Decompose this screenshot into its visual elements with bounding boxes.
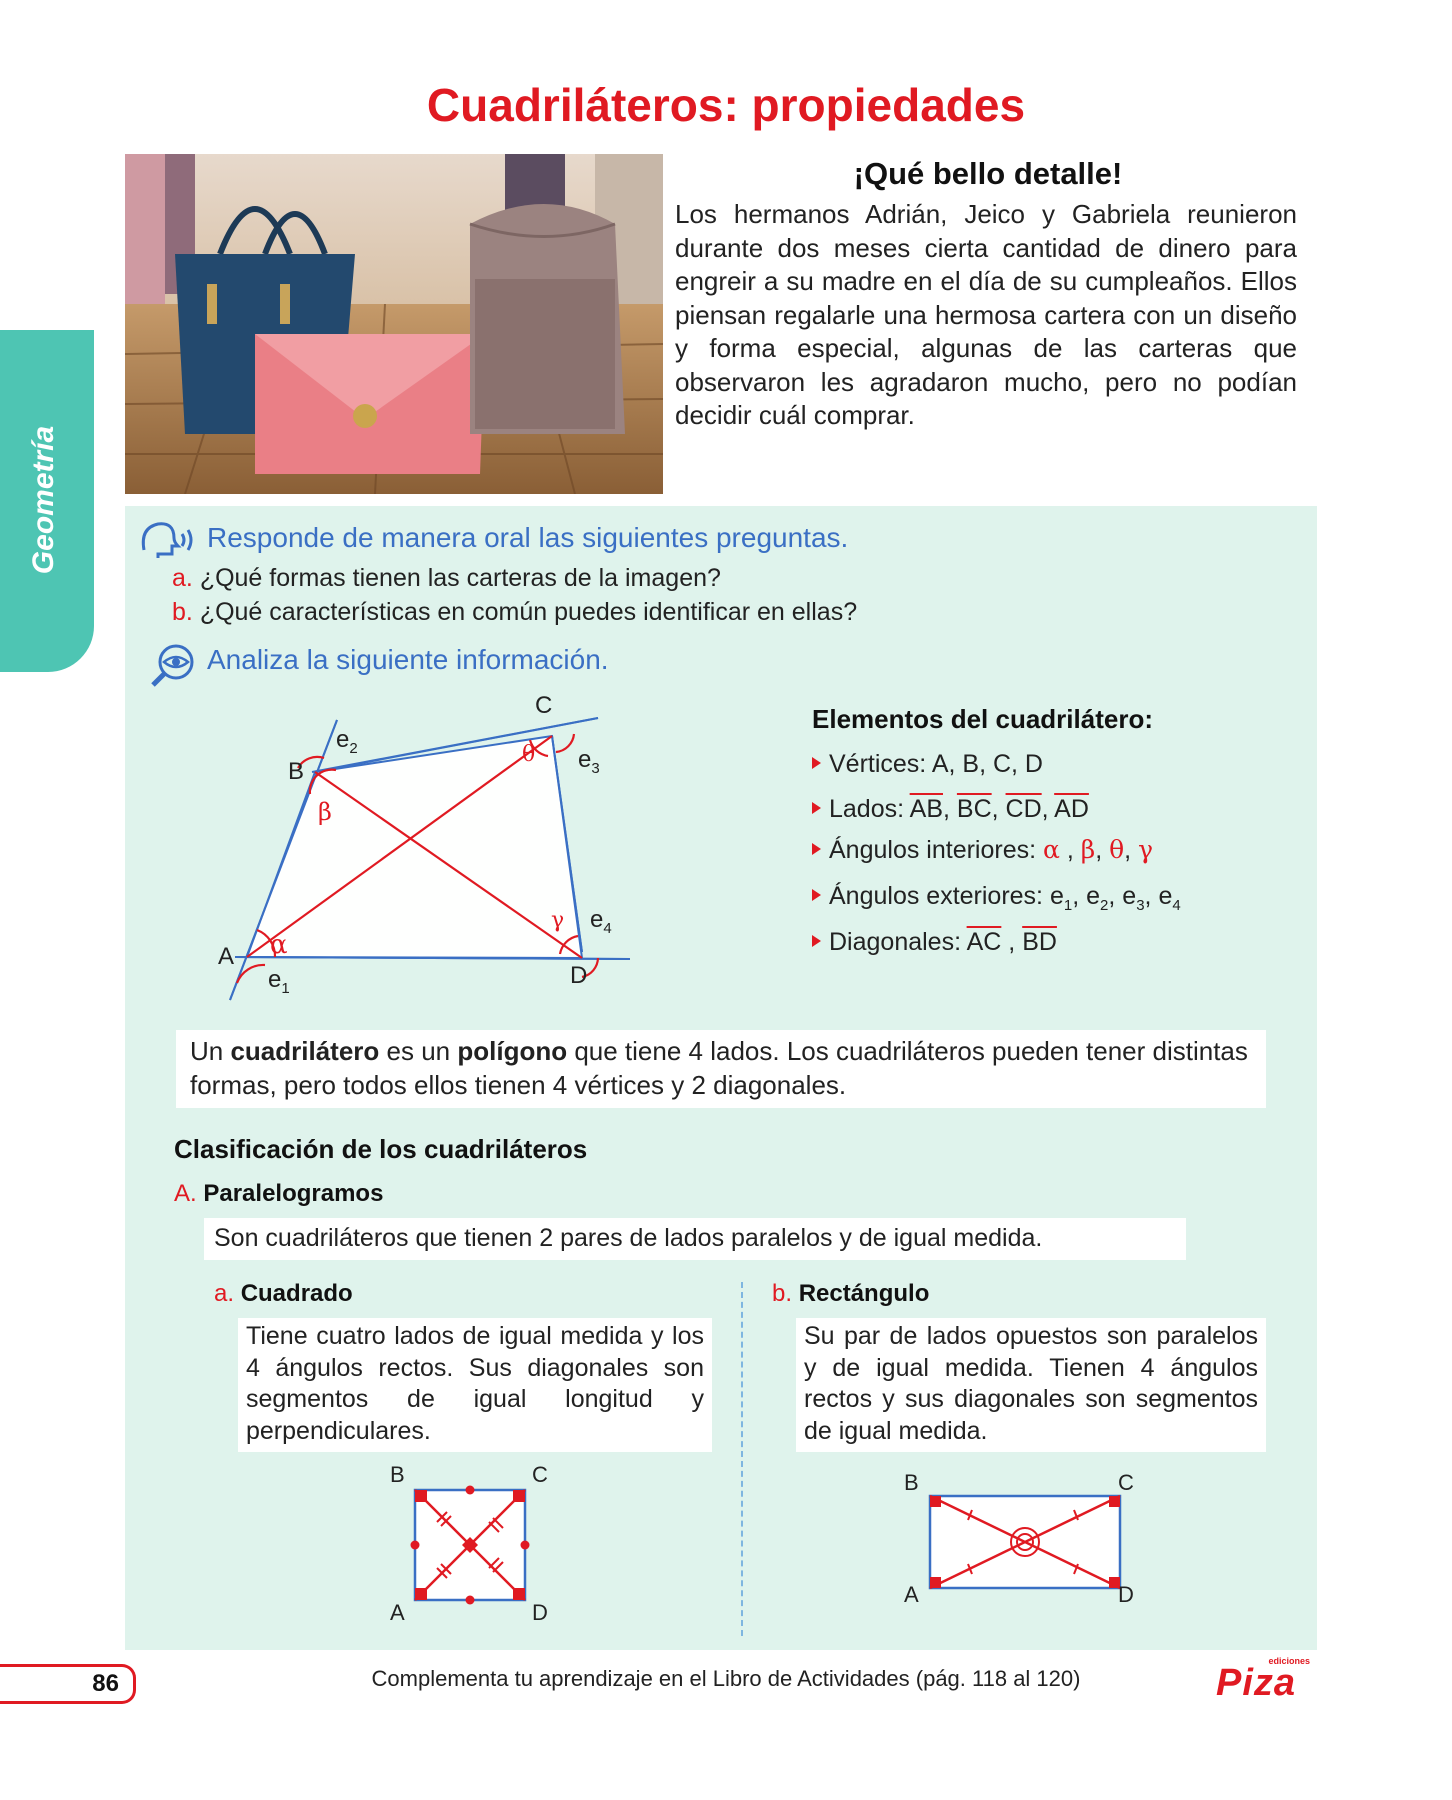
vertex-label-d: D bbox=[570, 962, 588, 989]
elements-title: Elementos del cuadrilátero: bbox=[812, 704, 1153, 734]
page-number: 86 bbox=[0, 1664, 136, 1704]
bullet-arrow-icon bbox=[812, 802, 821, 814]
elements-vertices: Vértices: A, B, C, D bbox=[812, 750, 1043, 779]
analyze-heading: Analiza la siguiente información. bbox=[207, 644, 609, 675]
column-divider bbox=[741, 1282, 743, 1636]
square-figure bbox=[405, 1480, 535, 1610]
magnifier-eye-icon bbox=[150, 642, 196, 688]
publisher-logo bbox=[1216, 1656, 1316, 1702]
question-text: ¿Qué formas tienen las carteras de la imagen? bbox=[199, 564, 721, 592]
footer-note: Complementa tu aprendizaje en el Libro de Actividades (pág. 118 al 120) bbox=[371, 1666, 1081, 1691]
elements-interior: Ángulos interiores: α , β, θ, γ bbox=[812, 835, 1153, 865]
parallelograms-definition: Son cuadriláteros que tienen 2 pares de lados paralelos y de igual medida. bbox=[204, 1218, 1186, 1260]
rectangle-title: b. Rectángulo bbox=[772, 1280, 930, 1307]
classification-title: Clasificación de los cuadriláteros bbox=[174, 1134, 588, 1164]
square-description: Tiene cuatro lados de igual medida y los 4 ángulos rectos. Sus diagonales son segmentos de igual longitud y perpendiculares. bbox=[238, 1318, 712, 1452]
angle-gamma: γ bbox=[551, 908, 565, 933]
story-title: ¡Qué bello detalle! bbox=[853, 156, 1123, 191]
square-title: a. Cuadrado bbox=[214, 1280, 353, 1307]
speaking-icon bbox=[138, 520, 200, 560]
story-body: Los hermanos Adrián, Jeico y Gabriela reunieron durante dos meses cierta cantidad de dinero para engreir a su madre en el día de su cumpleaños. Ellos piensan regalarle una hermosa cartera con un diseño y forma especial, algunas de las carteras que observaron les agradaron mucho, pero no podían decidir cuál comprar. bbox=[675, 199, 1297, 430]
question-letter: a. bbox=[172, 564, 193, 592]
elements-sides: Lados: $\overline{AB}$, $\overline{BC}$, $\overline{CD}$, $\overline{AD}$ bbox=[812, 795, 1089, 824]
square-label-c: C bbox=[532, 1462, 548, 1487]
rectangle-description: Su par de lados opuestos son paralelos y de igual medida. Tienen 4 ángulos rectos y sus diagonales son segmentos de igual medida. bbox=[796, 1318, 1266, 1452]
square-label-b: B bbox=[390, 1462, 405, 1487]
parallelograms-title: A. Paralelogramos bbox=[174, 1180, 384, 1207]
exterior-e4: $e_4$ bbox=[590, 906, 612, 937]
vertex-label-c: C bbox=[535, 692, 553, 719]
vertex-label-a: A bbox=[218, 943, 235, 970]
angle-alpha: α bbox=[270, 930, 288, 960]
bullet-arrow-icon bbox=[812, 935, 821, 947]
handbags-photo bbox=[125, 154, 663, 494]
elements-diagonals: Diagonales: $\overline{AC}$ , $\overline{BD}$ bbox=[812, 928, 1057, 957]
bullet-arrow-icon bbox=[812, 889, 821, 901]
square-label-a: A bbox=[390, 1600, 405, 1625]
logo-brand-text: Piza bbox=[1216, 1662, 1297, 1704]
bullet-arrow-icon bbox=[812, 843, 821, 855]
exterior-e1: $e_1$ bbox=[268, 966, 290, 997]
definition-box: Un cuadrilátero es un polígono que tiene 4 lados. Los cuadriláteros pueden tener distintas formas, pero todos ellos tienen 4 vértices y 2 diagonales. bbox=[176, 1030, 1266, 1108]
square-label-d: D bbox=[532, 1600, 548, 1625]
exterior-e3: $e_3$ bbox=[578, 746, 600, 777]
vertex-label-b: B bbox=[288, 758, 305, 785]
rectangle-label-b: B bbox=[904, 1470, 919, 1495]
question-text: ¿Qué características en común puedes identificar en ellas? bbox=[199, 598, 858, 626]
rectangle-label-a: A bbox=[904, 1582, 919, 1607]
page-title: Cuadriláteros: propiedades bbox=[426, 79, 1026, 131]
elements-exterior: Ángulos exteriores: $e_1$, $e_2$, $e_3$, $e_4$ bbox=[812, 882, 1181, 914]
logo-small-text: ediciones bbox=[1268, 1656, 1310, 1666]
oral-question-b bbox=[172, 598, 857, 627]
side-tab-label: Geometría bbox=[27, 425, 60, 575]
rectangle-label-c: C bbox=[1118, 1470, 1134, 1495]
rectangle-label-d: D bbox=[1118, 1582, 1134, 1607]
exterior-e2: $e_2$ bbox=[336, 726, 358, 757]
angle-theta: θ bbox=[522, 742, 536, 767]
rectangle-figure bbox=[920, 1486, 1132, 1596]
question-letter: b. bbox=[172, 598, 193, 626]
oral-question-a bbox=[172, 564, 721, 593]
oral-heading: Responde de manera oral las siguientes preguntas. bbox=[207, 522, 849, 553]
angle-beta: β bbox=[318, 798, 332, 826]
bullet-arrow-icon bbox=[812, 757, 821, 769]
